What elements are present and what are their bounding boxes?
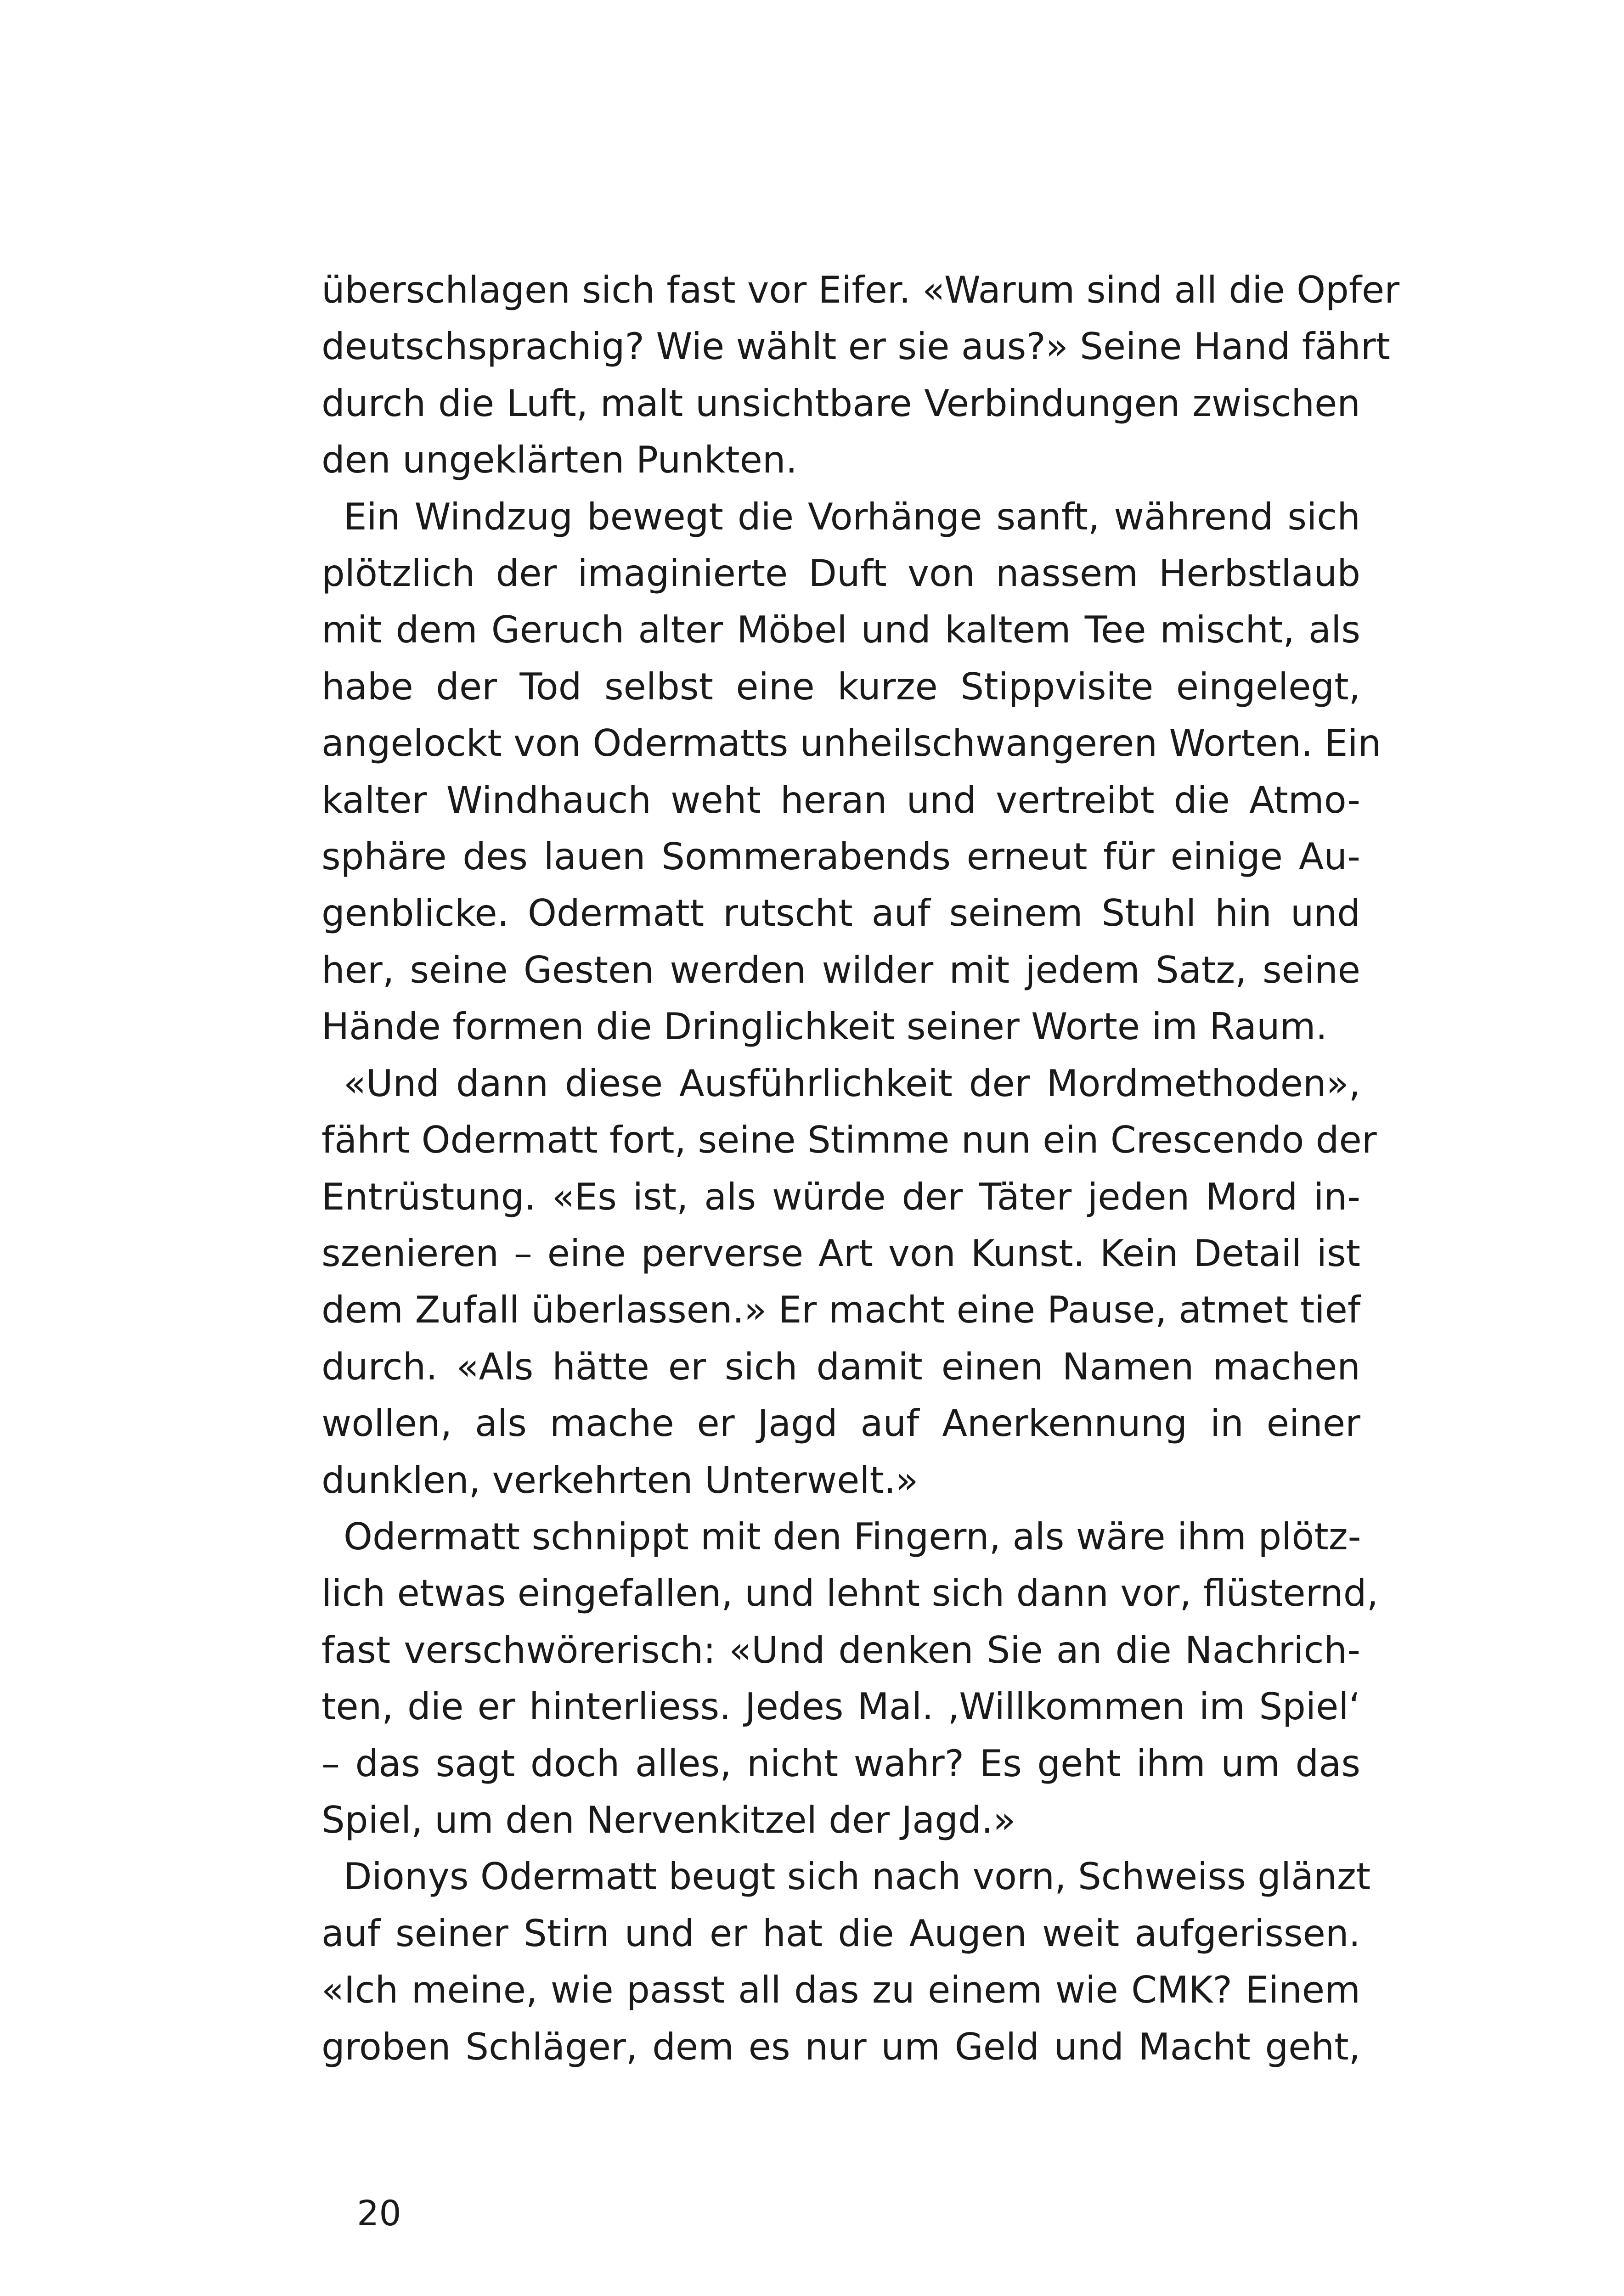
text-line: fast verschwörerisch: «Und denken Sie an die Nachrich-: [321, 1628, 1360, 1671]
text-line: Spiel, um den Nervenkitzel der Jagd.»: [321, 1798, 1016, 1841]
text-line: «Ich meine, wie passt all das zu einem wie CMK? Einem: [321, 1969, 1360, 2012]
text-line: dunklen, verkehrten Unterwelt.»: [321, 1458, 919, 1502]
paragraph-5: [321, 1848, 1371, 2075]
paragraph-2: [321, 489, 1382, 1055]
text-line: genblicke. Odermatt rutscht auf seinem Stuhl hin und: [321, 892, 1360, 935]
text-line: fährt Odermatt fort, seine Stimme nun ein Crescendo der: [321, 1119, 1377, 1162]
page-number: 20: [357, 2193, 401, 2234]
text-line: Hände formen die Dringlichkeit seiner Worte im Raum.: [321, 1005, 1328, 1048]
text-line: wollen, als mache er Jagd auf Anerkennung in einer: [321, 1402, 1360, 1445]
text-line: angelockt von Odermatts unheilschwangeren Worten. Ein: [321, 722, 1382, 765]
text-line: Ein Windzug bewegt die Vorhänge sanft, während sich: [344, 495, 1360, 538]
text-line: durch. «Als hätte er sich damit einen Namen machen: [321, 1345, 1360, 1388]
text-line: ten, die er hinterliess. Jedes Mal. ‚Willkommen im Spiel‘: [321, 1685, 1360, 1728]
text-line: plötzlich der imaginierte Duft von nassem Herbstlaub: [321, 552, 1360, 595]
text-line: her, seine Gesten werden wilder mit jedem Satz, seine: [321, 948, 1360, 991]
text-line: überschlagen sich fast vor Eifer. «Warum sind all die Opfer: [321, 269, 1400, 311]
text-line: deutschsprachig? Wie wählt er sie aus?» Seine Hand fährt: [321, 325, 1390, 368]
paragraph-3: [321, 1055, 1377, 1508]
text-line: auf seiner Stirn und er hat die Augen weit aufgerissen.: [321, 1912, 1360, 1955]
text-line: kalter Windhauch weht heran und vertreibt die Atmo-: [321, 778, 1360, 822]
paragraph-1: [321, 262, 1400, 489]
text-line: mit dem Geruch alter Möbel und kaltem Tee mischt, als: [321, 608, 1360, 652]
text-line: «Und dann diese Ausführlichkeit der Mordmethoden»,: [344, 1062, 1360, 1105]
page-body-text: [321, 262, 1400, 2075]
text-line: Dionys Odermatt beugt sich nach vorn, Schweiss glänzt: [344, 1855, 1371, 1898]
text-line: durch die Luft, malt unsichtbare Verbindungen zwischen: [321, 382, 1360, 425]
text-line: habe der Tod selbst eine kurze Stippvisite eingelegt,: [321, 665, 1360, 708]
text-line: lich etwas eingefallen, und lehnt sich dann vor, flüsternd,: [321, 1572, 1379, 1615]
text-line: Odermatt schnippt mit den Fingern, als wäre ihm plötz-: [344, 1515, 1361, 1558]
text-line: – das sagt doch alles, nicht wahr? Es geht ihm um das: [321, 1742, 1360, 1785]
text-line: Entrüstung. «Es ist, als würde der Täter jeden Mord in-: [321, 1175, 1360, 1218]
text-line: dem Zufall überlassen.» Er macht eine Pause, atmet tief: [321, 1289, 1360, 1332]
text-line: szenieren – eine perverse Art von Kunst. Kein Detail ist: [321, 1232, 1360, 1275]
paragraph-4: [321, 1508, 1379, 1848]
text-line: groben Schläger, dem es nur um Geld und Macht geht,: [321, 2025, 1360, 2068]
text-line: sphäre des lauen Sommerabends erneut für einige Au-: [321, 835, 1360, 878]
text-line: den ungeklärten Punkten.: [321, 439, 798, 482]
